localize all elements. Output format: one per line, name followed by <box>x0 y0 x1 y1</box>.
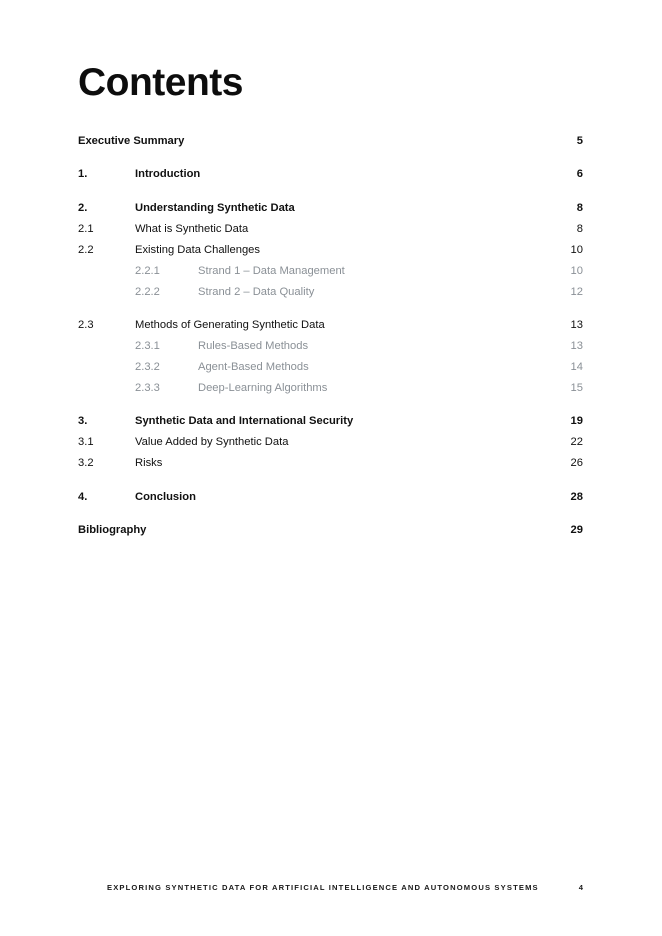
toc-entry-page: 13 <box>570 319 583 331</box>
toc-entry-page: 19 <box>570 415 583 427</box>
toc-entry-number: 2.1 <box>78 223 94 235</box>
page-number: 4 <box>578 883 583 892</box>
page-title: Contents <box>78 61 243 104</box>
toc-entry-page: 14 <box>570 361 583 373</box>
toc-entry-number: 2. <box>78 202 88 214</box>
toc-entry-methods-of-generating[interactable] <box>78 317 583 333</box>
toc-entry-executive-summary[interactable] <box>78 133 583 149</box>
toc-entry-title: Strand 1 – Data Management <box>198 265 345 277</box>
toc-entry-what-is-synthetic-data[interactable] <box>78 221 583 237</box>
toc-entry-page: 10 <box>570 265 583 277</box>
toc-entry-page: 12 <box>570 286 583 298</box>
toc-entry-existing-data-challenges[interactable] <box>78 242 583 258</box>
toc-entry-title: Conclusion <box>135 491 196 503</box>
toc-entry-number: 2.2.1 <box>135 265 160 277</box>
toc-entry-number: 3.1 <box>78 436 94 448</box>
toc-entry-page: 26 <box>570 457 583 469</box>
toc-entry-value-added[interactable] <box>78 434 583 450</box>
toc-entry-number: 2.2.2 <box>135 286 160 298</box>
toc-entry-number: 3. <box>78 415 88 427</box>
toc-entry-number: 4. <box>78 491 88 503</box>
toc-entry-page: 6 <box>576 168 583 180</box>
toc-entry-page: 28 <box>570 491 583 503</box>
toc-entry-page: 22 <box>570 436 583 448</box>
toc-entry-deep-learning-algorithms[interactable] <box>78 380 583 396</box>
toc-entry-introduction[interactable] <box>78 166 583 182</box>
toc-entry-title: What is Synthetic Data <box>135 223 249 235</box>
toc-entry-title: Synthetic Data and International Security <box>135 415 354 427</box>
toc-entry-rules-based-methods[interactable] <box>78 338 583 354</box>
toc-entry-agent-based-methods[interactable] <box>78 359 583 375</box>
toc-entry-number: 2.3.1 <box>135 340 160 352</box>
toc-entry-title: Value Added by Synthetic Data <box>135 436 289 448</box>
toc-entry-title: Understanding Synthetic Data <box>135 202 295 214</box>
toc-entry-strand-1-data-management[interactable] <box>78 263 583 279</box>
toc-entry-title: Agent-Based Methods <box>198 361 309 373</box>
toc-entry-title: Methods of Generating Synthetic Data <box>135 319 325 331</box>
toc-entry-strand-2-data-quality[interactable] <box>78 284 583 300</box>
toc-entry-page: 8 <box>576 223 583 235</box>
toc-entry-conclusion[interactable] <box>78 489 583 505</box>
toc-entry-bibliography[interactable] <box>78 522 583 538</box>
toc-entry-page: 13 <box>570 340 583 352</box>
toc-entry-number: 2.3.2 <box>135 361 160 373</box>
toc-entry-title: Bibliography <box>78 524 147 536</box>
toc-entry-number: 2.3 <box>78 319 94 331</box>
toc-entry-synthetic-data-international-security[interactable] <box>78 413 583 429</box>
toc-entry-understanding-synthetic-data[interactable] <box>78 200 583 216</box>
toc-entry-page: 8 <box>576 202 583 214</box>
toc-entry-title: Deep-Learning Algorithms <box>198 382 328 394</box>
toc-entry-title: Risks <box>135 457 163 469</box>
toc-entry-page: 10 <box>570 244 583 256</box>
toc-entry-title: Rules-Based Methods <box>198 340 309 352</box>
toc-entry-title: Executive Summary <box>78 135 185 147</box>
toc-entry-risks[interactable] <box>78 455 583 471</box>
toc-entry-number: 2.3.3 <box>135 382 160 394</box>
toc-entry-number: 2.2 <box>78 244 94 256</box>
running-footer-title: EXPLORING SYNTHETIC DATA FOR ARTIFICIAL INTELLIGENCE AND AUTONOMOUS SYSTEMS <box>107 883 539 892</box>
toc-entry-number: 3.2 <box>78 457 94 469</box>
toc-entry-number: 1. <box>78 168 88 180</box>
toc-entry-page: 15 <box>570 382 583 394</box>
toc-entry-page: 29 <box>570 524 583 536</box>
toc-entry-title: Strand 2 – Data Quality <box>198 286 315 298</box>
toc-entry-page: 5 <box>576 135 583 147</box>
toc-entry-title: Existing Data Challenges <box>135 244 260 256</box>
toc-entry-title: Introduction <box>135 168 201 180</box>
